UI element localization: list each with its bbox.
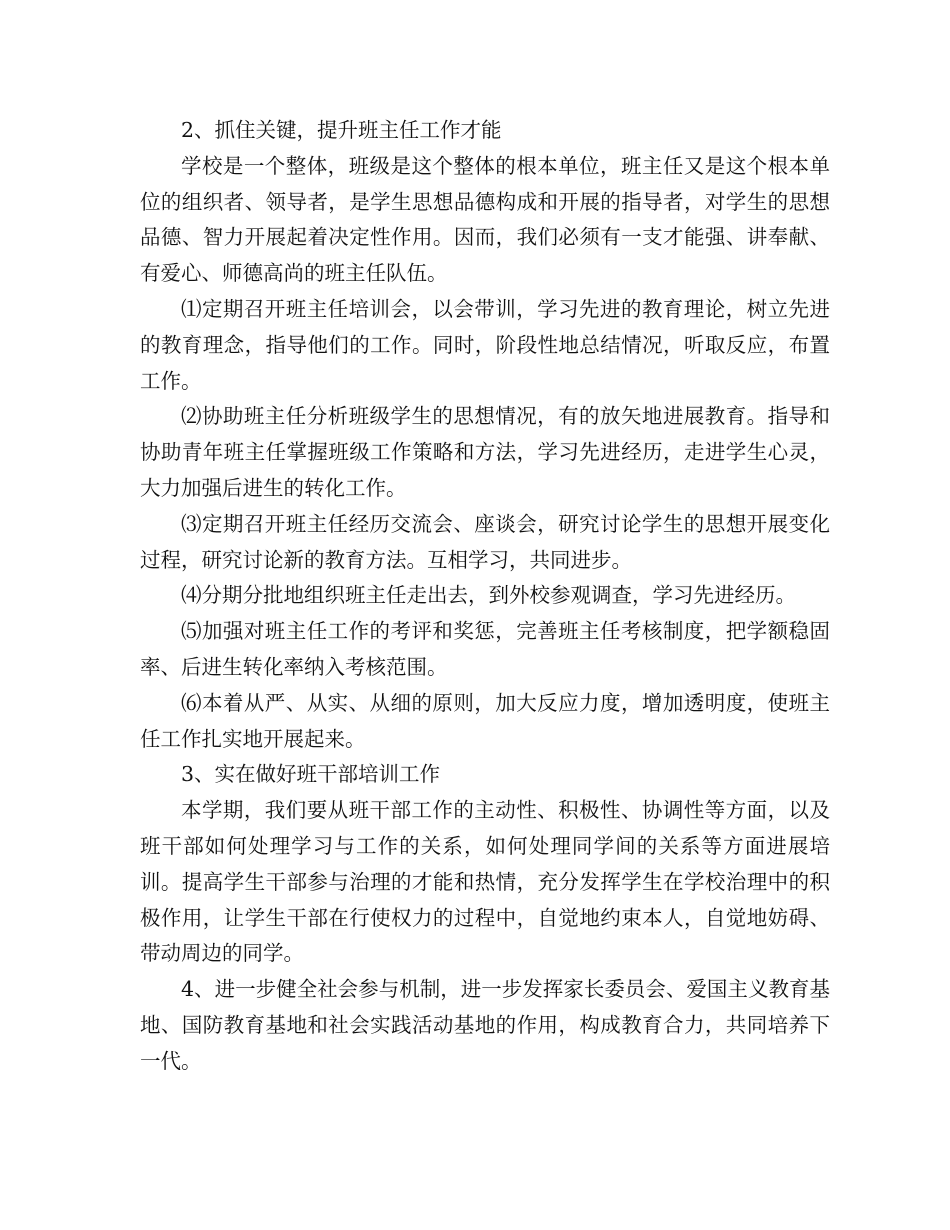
section-heading-2: 2、抓住关键，提升班主任工作才能 [181,118,502,142]
document-page [140,113,830,1080]
section-heading-3: 3、实在做好班干部培训工作 [181,762,441,787]
list-item-3: ⑶定期召开班主任经历交流会、座谈会，研究讨论学生的思想开展变化过程，研究讨论新的教育方法。互相学习，共同进步。 [140,511,830,572]
list-item-1: ⑴定期召开班主任培训会，以会带训，学习先进的教育理论，树立先进的教育理念，指导他们的工作。同时，阶段性地总结情况，听取反应，布置工作。 [140,296,830,393]
list-item-4: ⑷分期分批地组织班主任走出去，到外校参观调查，学习先进经历。 [181,583,796,608]
paragraph-cadre-training: 本学期，我们要从班干部工作的主动性、积极性、协调性等方面，以及班干部如何处理学习与工作的关系，如何处理同学间的关系等方面进展培训。提高学生干部参与治理的才能和热情，充分发挥学生在学校治理中的积极作用，让学生干部在行使权力的过程中，自觉地约束本人，自觉地妨碍、带动周边的同学。 [140,798,830,966]
list-item-5: ⑸加强对班主任工作的考评和奖惩，完善班主任考核制度，把学额稳固率、后进生转化率纳入考核范围。 [140,619,830,679]
paragraph-school-whole: 学校是一个整体，班级是这个整体的根本单位，班主任又是这个根本单位的组织者、领导者，是学生思想品德构成和开展的指导者，对学生的思想品德、智力开展起着决定性作用。因而，我们必须有一支才能强、讲奉献、有爱心、师德高尚的班主任队伍。 [140,153,830,286]
list-item-2: ⑵协助班主任分析班级学生的思想情况，有的放矢地进展教育。指导和协助青年班主任掌握班级工作策略和方法，学习先进经历，走进学生心灵，大力加强后进生的转化工作。 [140,404,830,500]
list-item-6: ⑹本着从严、从实、从细的原则，加大反应力度，增加透明度，使班主任工作扎实地开展起来。 [140,690,830,751]
section-heading-4: 4、进一步健全社会参与机制，进一步发挥家长委员会、爱国主义教育基地、国防教育基地和社会实践活动基地的作用，构成教育合力，共同培养下一代。 [140,977,830,1073]
